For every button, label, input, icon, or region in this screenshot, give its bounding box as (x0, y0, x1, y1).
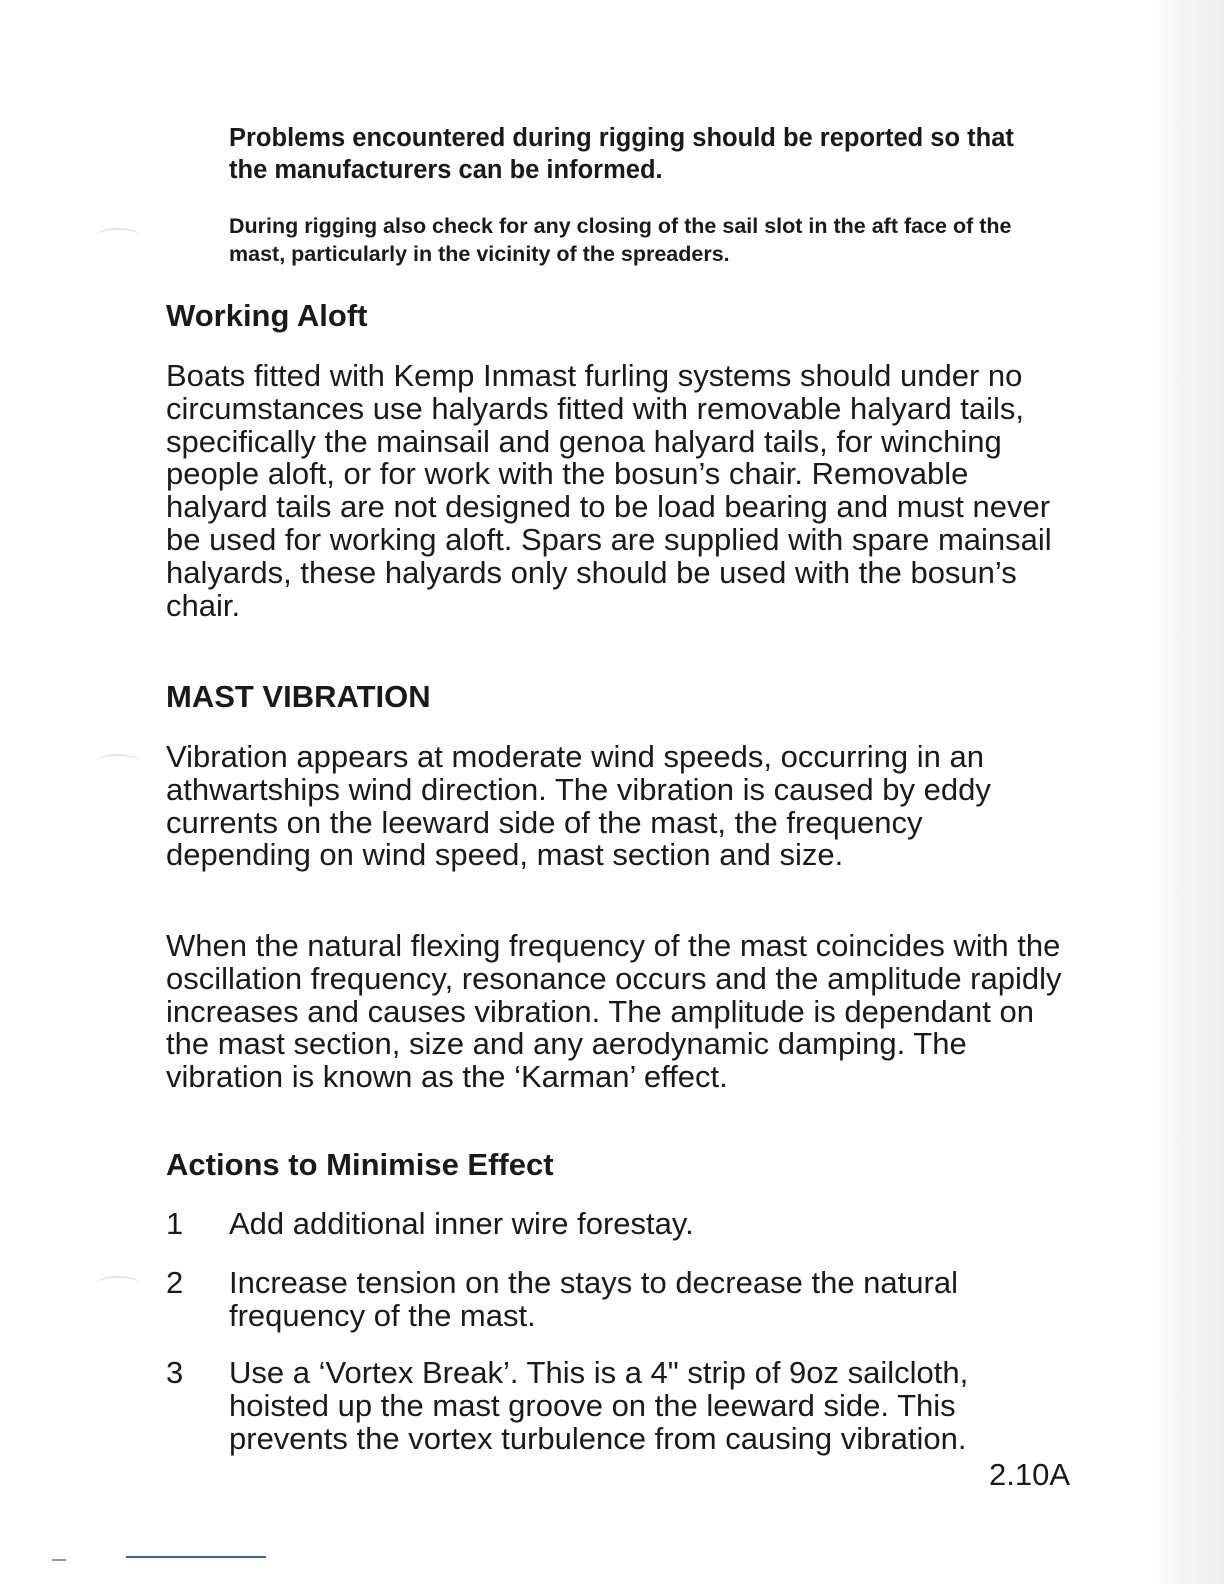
sail-slot-check-note: During rigging also check for any closing of the sail slot in the aft face of the mast, particularly in the vicinity of the spreaders. (229, 214, 1012, 266)
mast-vibration-heading: MAST VIBRATION (166, 679, 431, 714)
punch-hole-mark (96, 754, 140, 770)
working-aloft-paragraph: Boats fitted with Kemp Inmast furling systems should under no circumstances use halyards fitted with removable halyard tails, specifically the mainsail and genoa halyard tails, for winching people aloft, or for work with the bosun’s chair. Removable halyard tails are not designed to be load bearing and must never be used for working aloft. Spars are supplied with spare mainsail halyards, these halyards only should be used with the bosun’s chair. (166, 358, 1052, 623)
working-aloft-heading: Working Aloft (166, 298, 368, 333)
list-item-text: Increase tension on the stays to decrease the natural frequency of the mast. (229, 1265, 958, 1333)
vibration-cause-paragraph: Vibration appears at moderate wind speeds, occurring in an athwartships wind direction. The vibration is caused by eddy currents on the leeward side of the mast, the frequency depending on wind speed, mast section and size. (166, 739, 991, 873)
list-item-text: Add additional inner wire forestay. (229, 1206, 694, 1241)
actions-heading: Actions to Minimise Effect (166, 1147, 554, 1182)
footer-rule (126, 1556, 266, 1558)
page-edge-shadow (1146, 0, 1224, 1584)
karman-effect-paragraph: When the natural flexing frequency of the mast coincides with the oscillation frequency, resonance occurs and the amplitude rapidly increases and causes vibration. The amplitude is dependant on the mast section, size and any aerodynamic damping. The vibration is known as the ‘Karman’ effect. (166, 928, 1062, 1095)
punch-hole-mark (96, 228, 140, 244)
rigging-problems-note: Problems encountered during rigging should be reported so that the manufacturers can be informed. (229, 124, 1014, 184)
punch-hole-mark (96, 1276, 140, 1292)
footer-tick-mark (52, 1559, 66, 1561)
list-item-number: 3 (166, 1355, 184, 1390)
list-item-number: 2 (166, 1265, 184, 1300)
list-item-text: Use a ‘Vortex Break’. This is a 4" strip of 9oz sailcloth, hoisted up the mast groove on the leeward side. This prevents the vortex turbulence from causing vibration. (229, 1355, 969, 1456)
list-item-number: 1 (166, 1206, 184, 1241)
page-number: 2.10A (988, 1457, 1070, 1492)
